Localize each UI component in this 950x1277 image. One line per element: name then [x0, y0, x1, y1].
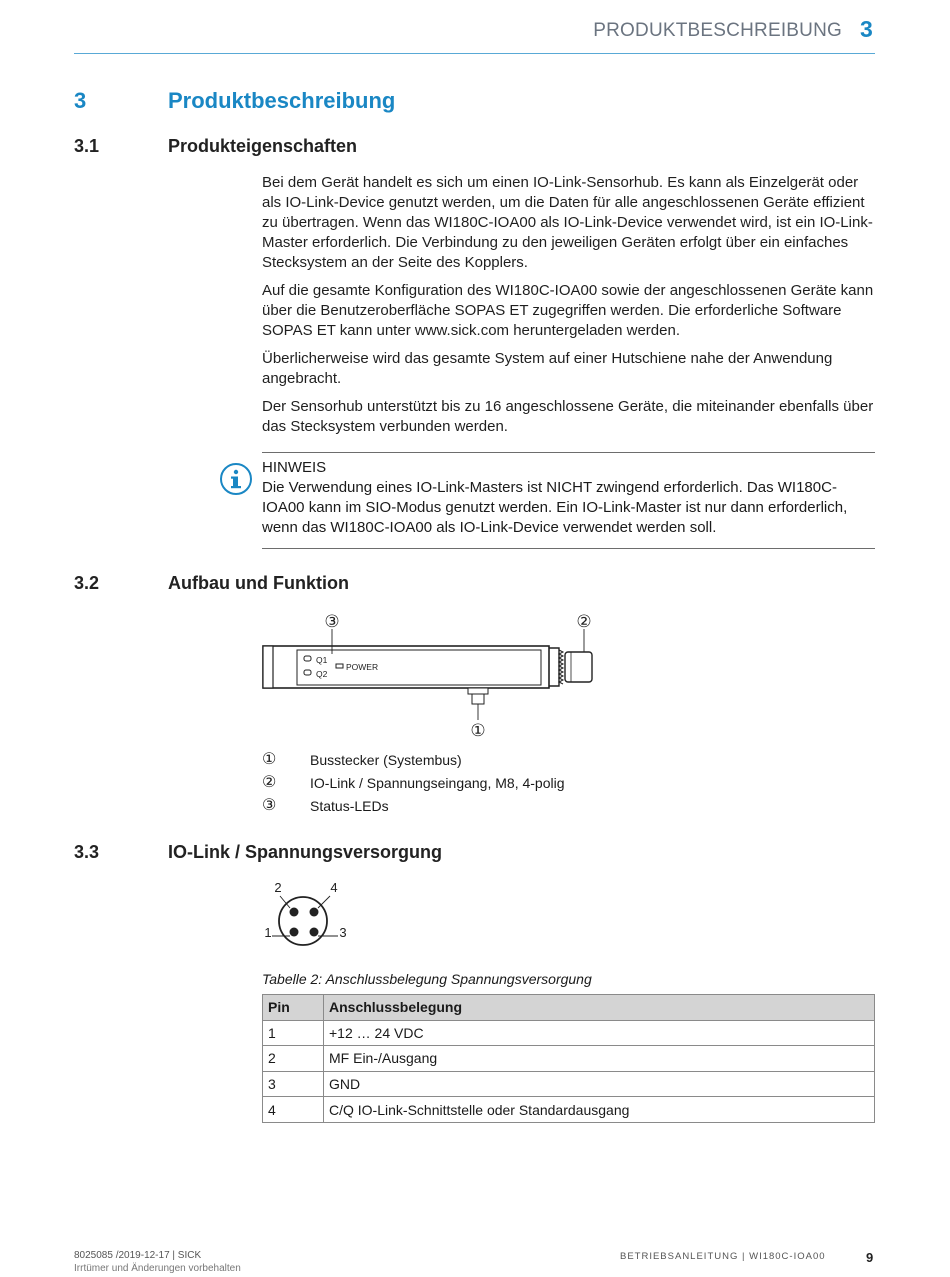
page-number: 9 [866, 1250, 874, 1265]
section-number: 3.3 [74, 842, 100, 862]
footer-document-title: BETRIEBSANLEITUNG | WI180C-IOA00 [620, 1251, 826, 1262]
table-cell: GND [324, 1071, 875, 1097]
m8-pinout-diagram [258, 876, 354, 952]
table-row [263, 1097, 875, 1123]
note-bottom-rule [262, 548, 875, 549]
column-header-pin: Pin [263, 995, 324, 1021]
section-number: 3.2 [74, 573, 100, 593]
running-header-chapter-number: 3 [860, 16, 873, 42]
table-row [263, 1020, 875, 1046]
note-text: Die Verwendung eines IO-Link-Masters ist NICHT zwingend erforderlich. Das WI180C-IOA00 kann im SIO-Modus genutzt werden. Ein IO-Link-Master ist nur dann erforderlich, wenn das WI180C-IOA00 als IO-Link-Device verwendet werden soll. [262, 479, 848, 536]
paragraph: Bei dem Gerät handelt es sich um einen IO-Link-Sensorhub. Es kann als Einzelgerät oder als IO-Link-Device genutzt werden, um die Daten für alle angeschlossenen Geräte effizient zu übertragen. Wenn das WI180C-IOA00 als IO-Link-Device verwendet wird, ist ein IO-Link-Master erforderlich. Die Verbindung zu den jeweiligen Geräten erfolgt über ein einfaches Stecksystem an der Seite des Kopplers. [262, 174, 873, 271]
table-cell: 2 [263, 1046, 324, 1072]
pin-label: 1 [264, 925, 272, 940]
info-icon [219, 462, 253, 496]
pin-label: 2 [274, 880, 282, 895]
pin-assignment-table [262, 994, 875, 1123]
note-title: HINWEIS [262, 459, 327, 476]
note-top-rule [262, 452, 875, 453]
legend-label: Status-LEDs [310, 798, 389, 814]
table-header-row [263, 995, 875, 1021]
led-label-power: POWER [346, 662, 379, 672]
device-drawing [255, 606, 615, 744]
pin-3-icon [310, 928, 319, 937]
table-row [263, 1046, 875, 1072]
column-header-assignment: Anschlussbelegung [324, 995, 875, 1021]
header-divider [74, 53, 875, 54]
legend-label: Busstecker (Systembus) [310, 752, 462, 768]
led-label-q1: Q1 [316, 655, 328, 665]
table-cell: 1 [263, 1020, 324, 1046]
table-cell: +12 … 24 VDC [324, 1020, 875, 1046]
pin-label: 3 [339, 925, 347, 940]
legend-number: ② [262, 774, 277, 791]
section-title: Produkteigenschaften [168, 136, 358, 156]
led-label-q2: Q2 [316, 669, 328, 679]
section-body [262, 173, 877, 445]
table-cell: 4 [263, 1097, 324, 1123]
paragraph: Überlicherweise wird das gesamte System auf einer Hutschiene nahe der Anwendung angebracht. [262, 350, 833, 387]
chapter-title: Produktbeschreibung [168, 88, 396, 113]
pin-1-icon [290, 928, 299, 937]
section-title: IO-Link / Spannungsversorgung [168, 842, 443, 862]
legend-number: ① [262, 751, 277, 768]
legend-number: ③ [262, 797, 277, 814]
footer-doc-id: 8025085 /2019-12-17 | SICK [74, 1250, 202, 1261]
callout-3: ③ [324, 612, 340, 631]
table-cell: MF Ein-/Ausgang [324, 1046, 875, 1072]
section-number: 3.1 [74, 136, 100, 156]
pin-4-icon [310, 908, 319, 917]
table-row [263, 1071, 875, 1097]
legend-label: IO-Link / Spannungseingang, M8, 4-polig [310, 775, 565, 791]
section-title: Aufbau und Funktion [168, 573, 349, 593]
running-header-title: PRODUKTBESCHREIBUNG [593, 20, 842, 41]
table-cell: C/Q IO-Link-Schnittstelle oder Standardausgang [324, 1097, 875, 1123]
callout-2: ② [576, 612, 592, 631]
paragraph: Der Sensorhub unterstützt bis zu 16 angeschlossene Geräte, die miteinander ebenfalls über das Stecksystem verbunden werden. [262, 398, 874, 435]
pin-label: 4 [330, 880, 338, 895]
footer-disclaimer: Irrtümer und Änderungen vorbehalten [74, 1263, 241, 1274]
callout-1: ① [470, 721, 486, 740]
paragraph: Auf die gesamte Konfiguration des WI180C-IOA00 sowie der angeschlossenen Geräte kann über die Benutzeroberfläche SOPAS ET zugegriffen werden. Die erforderliche Software SOPAS ET kann unter www.sick.com heruntergeladen werden. [262, 282, 874, 339]
pin-2-icon [290, 908, 299, 917]
table-caption: Tabelle 2: Anschlussbelegung Spannungsversorgung [262, 971, 592, 987]
table-cell: 3 [263, 1071, 324, 1097]
chapter-number: 3 [74, 88, 87, 113]
